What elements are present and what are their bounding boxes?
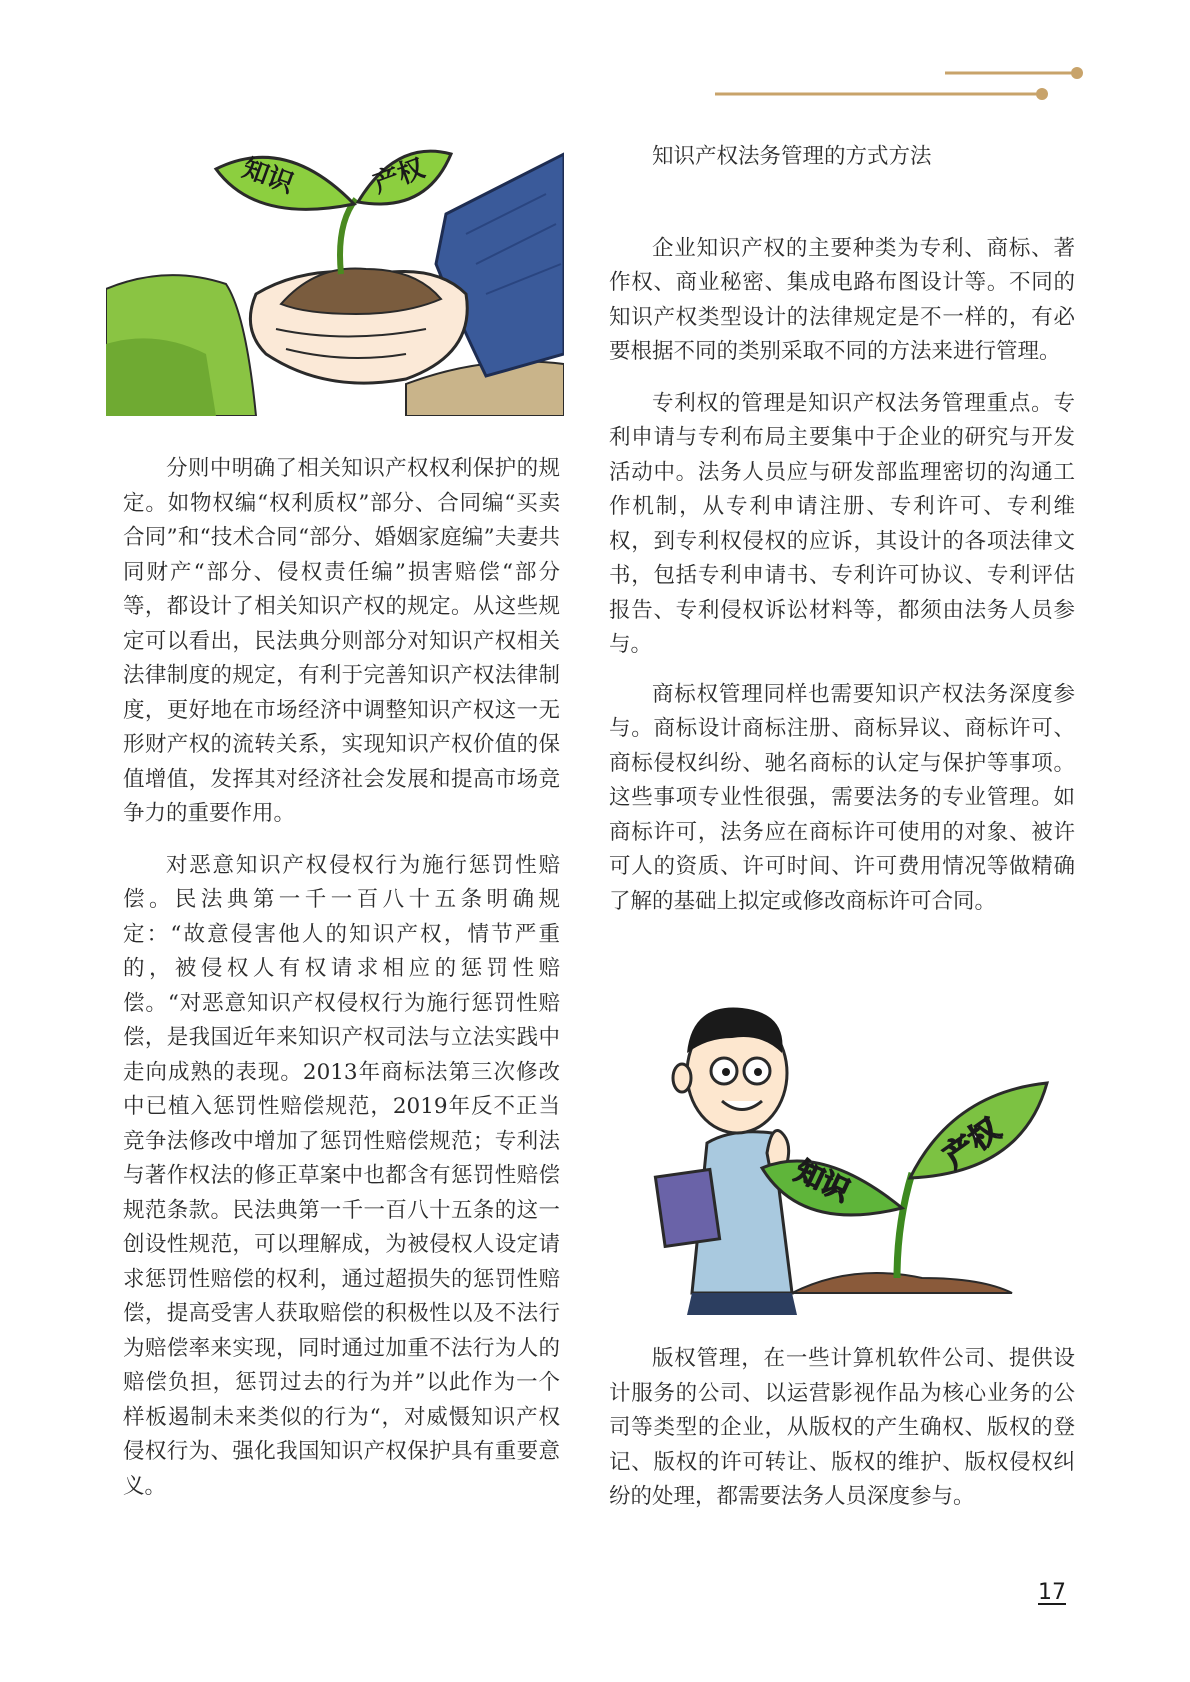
right-paragraph-copyright-management: 版权管理，在一些计算机软件公司、提供设计服务的公司、以运营影视作品为核心业务的公司等类型的企业，从版权的产生确权、版权的登记、版权的许可转让、版权的维护、版权侵权纠纷的处理，都需要法务人员深度参与。 <box>609 1346 1075 1509</box>
right-paragraph-patent-management: 专利权的管理是知识产权法务管理重点。专利申请与专利布局主要集中于企业的研究与开发活动中。法务人员应与研发部监理密切的沟通工作机制，从专利申请注册、专利许可、专利维权，到专利权侵权的应诉，其设计的各项法律文书，包括专利申请书、专利许可协议、专利评估报告、专利侵权诉讼材料等，都须由法务人员参与。 <box>609 390 1075 657</box>
page-number: 17 <box>1038 1580 1066 1605</box>
seedling-hands-illustration <box>106 114 564 416</box>
right-paragraph-ip-types: 企业知识产权的主要种类为专利、商标、著作权、商业秘密、集成电路布图设计等。不同的知识产权类型设计的法律规定是不一样的，有必要根据不同的类别采取不同的方法来进行管理。 <box>609 235 1075 364</box>
left-paragraph-civil-code-provisions: 分则中明确了相关知识产权权利保护的规定。如物权编“权利质权”部分、合同编“买卖合同”和“技术合同“部分、婚姻家庭编”夫妻共同财产“部分、侵权责任编”损害赔偿“部分等，都设计了相关知识产权的规定。从这些规定可以看出，民法典分则部分对知识产权相关法律制度的规定，有利于完善知识产权法律制度，更好地在市场经济中调整知识产权这一无形财产权的流转关系，实现知识产权价值的保值增值，发挥其对经济社会发展和提高市场竞争力的重要作用。 <box>123 456 560 826</box>
man-leaf-right-text: 产权 <box>937 1111 1007 1175</box>
header-decoration <box>0 0 1190 120</box>
left-paragraph-punitive-damages: 对恶意知识产权侵权行为施行惩罚性赔偿。民法典第一千一百八十五条明确规定：“故意侵害他人的知识产权，情节严重的，被侵权人有权请求相应的惩罚性赔偿。“对恶意知识产权侵权行为施行惩罚性赔偿，是我国近年来知识产权司法与立法实践中走向成熟的表现。2013年商标法第三次修改中已植入惩罚性赔偿规范，2019年反不正当竞争法修改中增加了惩罚性赔偿规范；专利法与著作权法的修正草案中也都含有惩罚性赔偿规范条款。民法典第一千一百八十五条的这一创设性规范，可以理解成，为被侵权人设定请求惩罚性赔偿的权利，通过超损失的惩罚性赔偿，提高受害人获取赔偿的积极性以及不法行为赔偿率来实现，同时通过加重不法行为人的赔偿负担，惩罚过去的行为并”以此作为一个样板遏制未来类似的行为“，对威慑知识产权侵权行为、强化我国知识产权保护具有重要意义。 <box>123 852 560 1499</box>
man-seedling-illustration <box>652 993 1082 1315</box>
section-heading: 知识产权法务管理的方式方法 <box>652 144 932 169</box>
seedling-sign-left-text: 知识 <box>238 153 298 200</box>
left-column <box>123 452 560 1504</box>
right-column <box>609 140 1075 1509</box>
seedling-sign-right-text: 产权 <box>369 153 429 200</box>
man-leaf-left-text: 知识 <box>790 1154 855 1208</box>
right-paragraph-trademark-management: 商标权管理同样也需要知识产权法务深度参与。商标设计商标注册、商标异议、商标许可、商标侵权纠纷、驰名商标的认定与保护等事项。这些事项专业性很强，需要法务的专业管理。如商标许可，法务应在商标许可使用的对象、被许可人的资质、许可时间、许可费用情况等做精确了解的基础上拟定或修改商标许可合同。 <box>609 681 1075 914</box>
